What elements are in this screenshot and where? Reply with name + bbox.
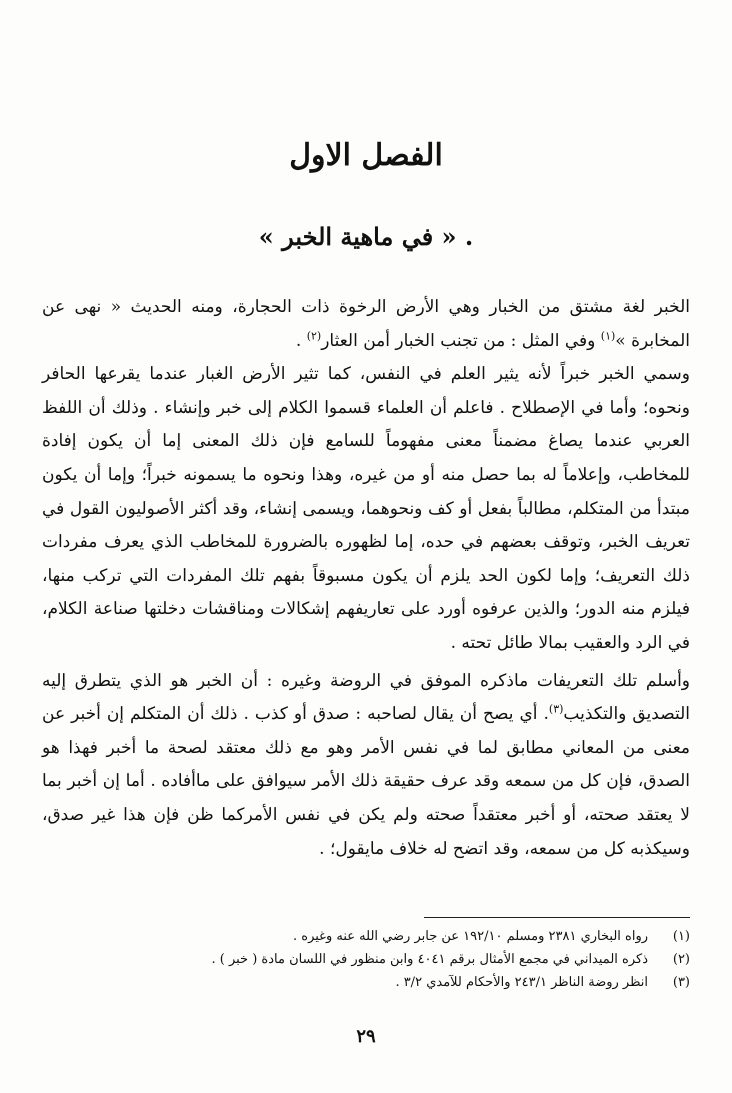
paragraph bbox=[42, 358, 690, 660]
footnote bbox=[42, 971, 690, 994]
paragraph-text: وأسلم تلك التعريفات ماذكره الموفق في الروضة وغيره : أن الخبر هو الذي يتطرق إليه التصديق والتكذيب bbox=[42, 670, 690, 725]
body-text bbox=[42, 291, 690, 866]
footnote-number: (٢) bbox=[672, 952, 690, 967]
footnote bbox=[42, 925, 690, 948]
footnote-text: انظر روضة الناظر ٢٤٣/١ والأحكام للآمدي ٣/٢ . bbox=[395, 975, 648, 990]
footnote bbox=[42, 948, 690, 971]
footnote-number: (١) bbox=[672, 929, 690, 944]
paragraph-text: وسمي الخبر خبراً لأنه يثير العلم في النفس، كما تثير الأرض الغبار عندما يقرعها الحافر ونحوه؛ وأما في الإصطلاح . فاعلم أن العلماء قسموا الكلام إلى خبر وإنشاء . وذلك أن اللفظ العربي عندما يصاغ مضمناً معنى مفهوماً للسامع فإن ذلك المعنى إما أن يكون إفادة للمخاطب، وإعلاماً له بما حصل منه أو من غيره، وهذا ونحوه ما يسمونه خبراً؛ وإما أن يكون مبتدأ من المتكلم، مطالباً بفعل أو كف ونحوهما، ويسمى إنشاء، وقد أكثر الأصوليون القول في تعريف الخبر، وتوقف بعضهم في حده، إما لظهوره بالضرورة للمخاطب الذي يعرف مفردات ذلك التعريف؛ وإما لكون الحد يلزم أن يكون مسبوقاً بفهم تلك المفردات التي تركب منها، فيلزم منه الدور؛ والذين عرفوه أورد على تعاريفهم إشكالات ومناقشات دخلتها صناعة الكلام، في الرد والعقيب بمالا طائل تحته . bbox=[42, 364, 690, 653]
paragraph-text: . أي يصح أن يقال لصاحبه : صدق أو كذب . ذلك أن المتكلم إن أخبر عن معنى من المعاني مطابق لما في نفس الأمر وهو مع ذلك معتقد لصحة ما أخبر فهذا هو الصدق، فإن كل من سمعه وقد عرف حقيقة ذلك الأمر سيوافق على ماأفاده . أما إن أخبر بما لا يعتقد صحته، أو أخبر معتقداً صحته ولم يكن في نفس الأمركما ظن فإن هذا غير صدق، وسيكذبه كل من سمعه، وقد اتضح له خلاف مايقول؛ . bbox=[42, 704, 690, 859]
chapter-title: الفصل الاول bbox=[289, 138, 443, 173]
paragraph bbox=[42, 665, 690, 867]
footnote-number: (٣) bbox=[672, 975, 690, 990]
paragraph-text: الخبر لغة مشتق من الخبار وهي الأرض الرخوة ذات الحجارة، ومنه الحديث « نهى عن المخابرة » bbox=[42, 297, 690, 351]
page-number: ٢٩ bbox=[356, 1026, 376, 1047]
footnote-reference[interactable]: (٣) bbox=[548, 702, 564, 716]
footnote-reference[interactable]: (٢) bbox=[306, 328, 322, 342]
paragraph bbox=[42, 291, 690, 358]
footnote-reference[interactable]: (١) bbox=[600, 328, 616, 342]
footnote-text: رواه البخاري ٢٣٨١ ومسلم ١٩٢/١٠ عن جابر رضي الله عنه وغيره . bbox=[293, 929, 648, 944]
footnote-text: ذكره الميداني في مجمع الأمثال برقم ٤٠٤١ وابن منظور في اللسان مادة ( خبر ) . bbox=[211, 952, 648, 967]
paragraph-text: وفي المثل : من تجنب الخبار أمن العثار bbox=[321, 330, 601, 351]
footnotes bbox=[42, 925, 690, 994]
section-title: « في ماهية الخبر » . bbox=[258, 222, 474, 251]
paragraph-text: . bbox=[295, 330, 307, 351]
footnote-divider bbox=[424, 917, 690, 918]
